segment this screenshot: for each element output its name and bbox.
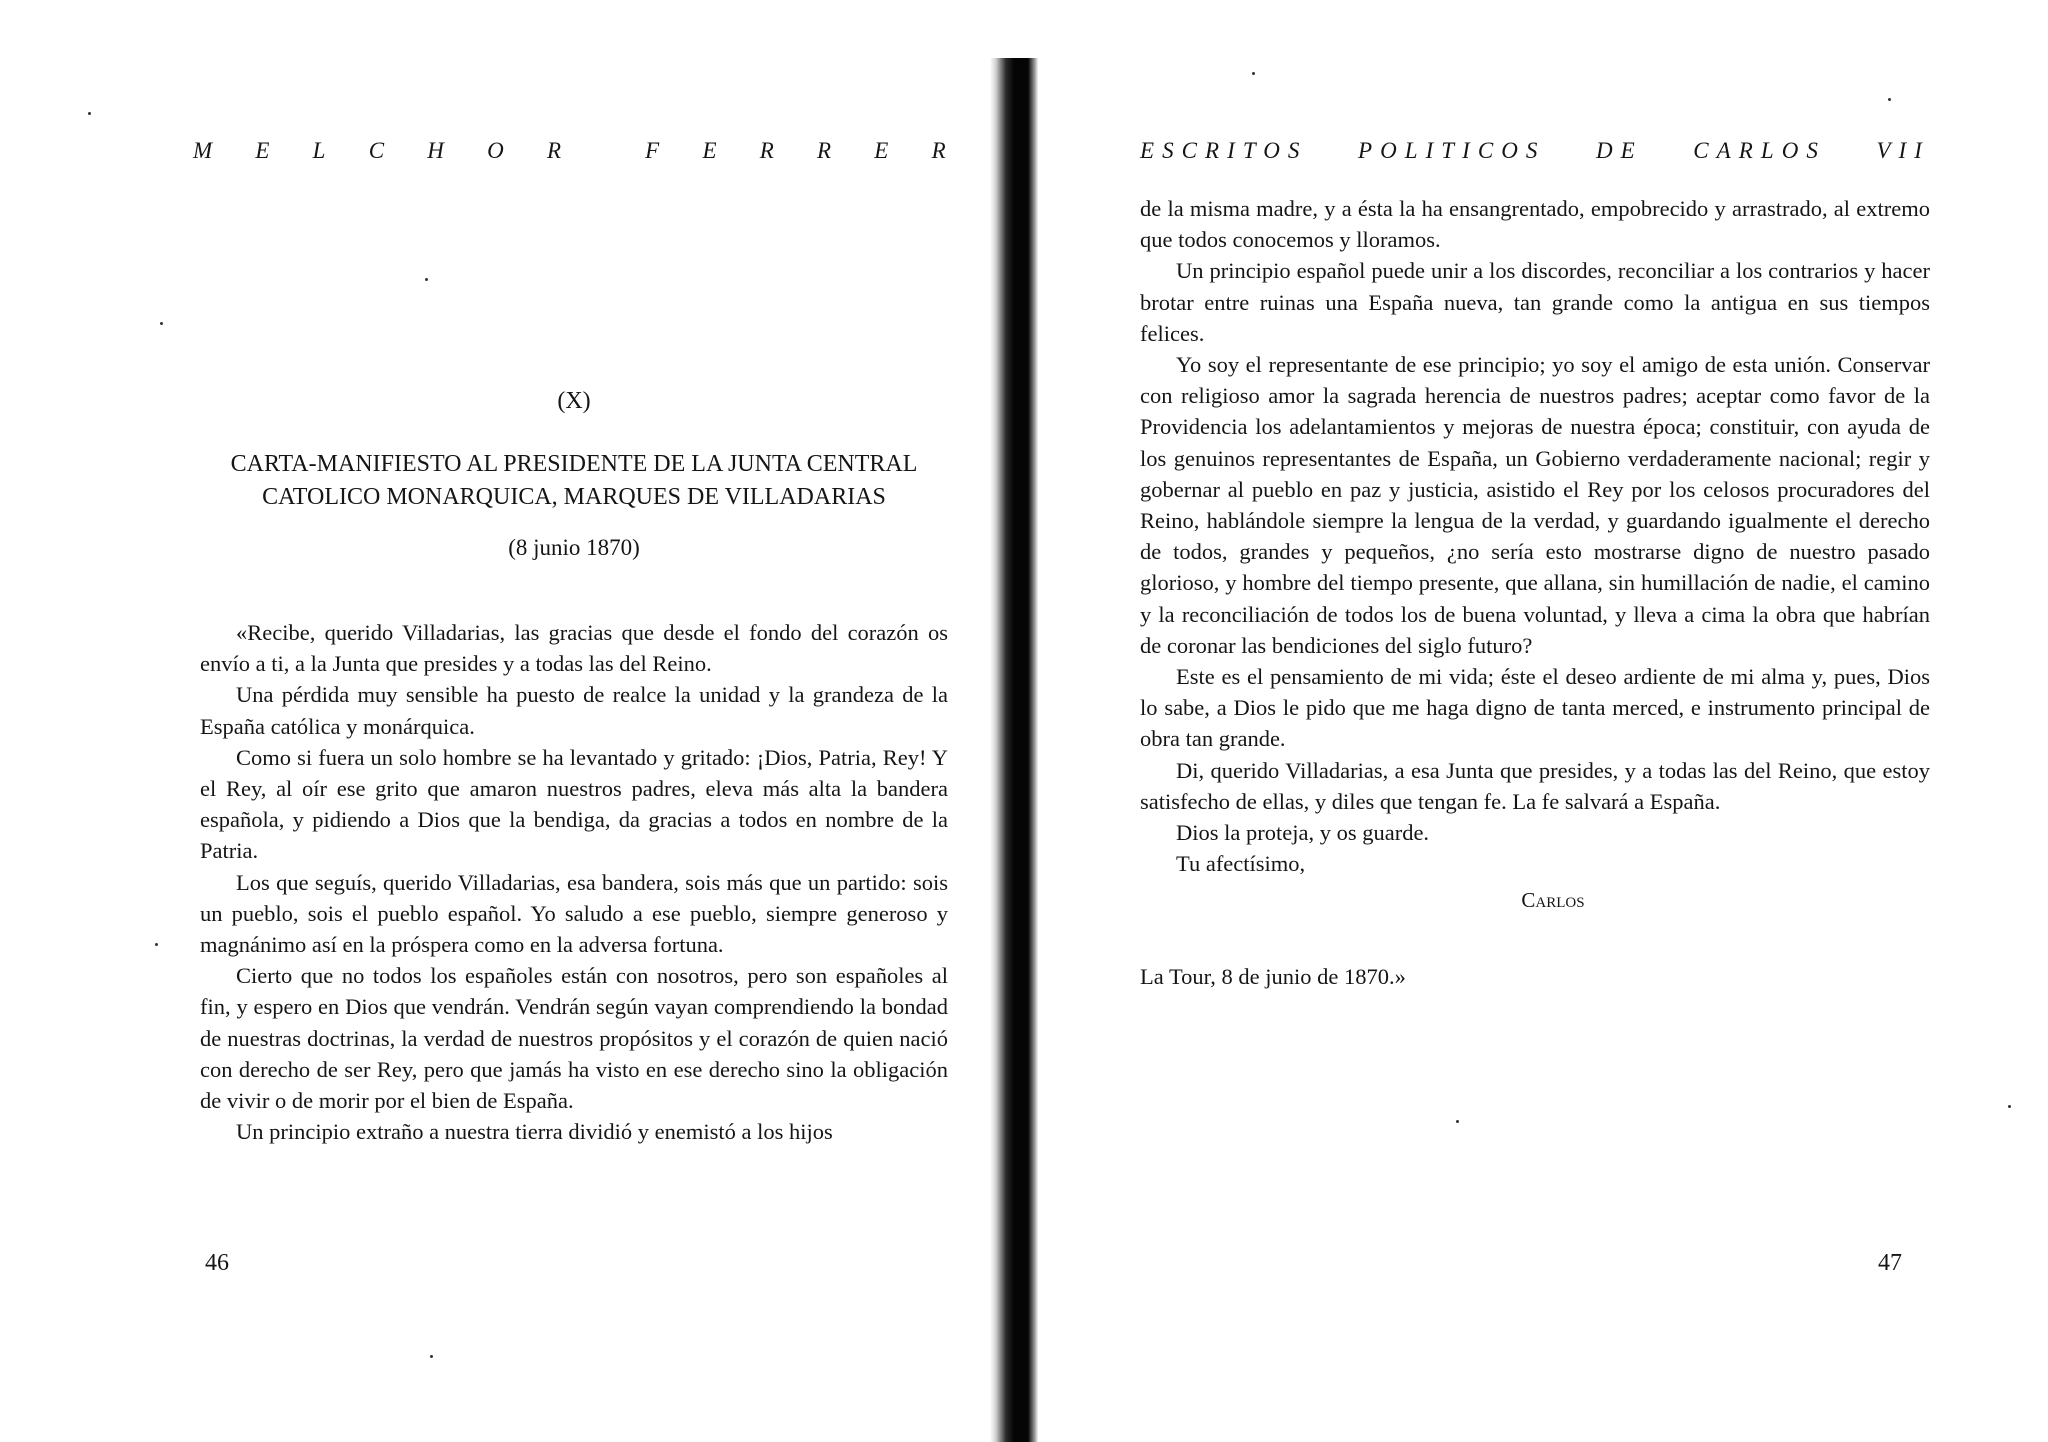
running-head-letter: R bbox=[546, 138, 564, 163]
scan-speck bbox=[1888, 98, 1891, 101]
scan-speck bbox=[88, 112, 91, 115]
paragraph-continuation: de la misma madre, y a ésta la ha ensangrentado, empobrecido y arrastrado, al extremo que todos conocemos y lloramos. bbox=[1140, 196, 1930, 253]
running-head-letter: O bbox=[487, 138, 507, 163]
paragraph: Dios la proteja, y os guarde. bbox=[1176, 820, 1430, 846]
chapter-title-line: CATOLICO MONARQUICA, MARQUES DE VILLADARIAS bbox=[262, 484, 886, 510]
signature: Carlos bbox=[1521, 888, 1585, 913]
running-head-word: VII bbox=[1876, 138, 1930, 163]
running-head-letter: R bbox=[759, 138, 777, 163]
book-gutter bbox=[990, 58, 1038, 1442]
paragraph: Yo soy el representante de ese principio; yo soy el amigo de esta unión. Conservar con religioso amor la sagrada herencia de nuestros padres; aceptar como favor de la Providencia los adelantamientos y mejoras de nuestra época; constituir, con ayuda de los genuinos representantes de España, un Gobierno verdaderamente nacional; regir y gobernar al pueblo en paz y justicia, asistido el Rey por los celosos procuradores del Reino, hablándole siempre la lengua de la verdad, y guardando igualmente el derecho de todos, grandes y pequeños, ¿no sería esto mostrarse digno de nuestro pasado glorioso, y hombre del tiempo presente, que allana, sin humillación de nadie, el camino y la reconciliación de todos los de buena voluntad, y lleva a cima la obra que habrían de coronar las bendiciones del siglo futuro? bbox=[1140, 352, 1930, 658]
running-head-left bbox=[193, 138, 948, 164]
running-head-letter: M bbox=[193, 138, 215, 163]
paragraph: «Recibe, querido Villadarias, las gracias que desde el fondo del corazón os envío a ti, a la Junta que presides y a todas las del Reino. bbox=[200, 620, 948, 677]
running-head-word: POLITICOS bbox=[1358, 138, 1546, 163]
paragraph: Como si fuera un solo hombre se ha levantado y gritado: ¡Dios, Patria, Rey! Y el Rey, al oír ese grito que amaron nuestros padres, eleva más alta la bandera española, y pidiendo a Dios que la bendiga, da gracias a todos en nombre de la Patria. bbox=[200, 744, 948, 864]
paragraph: Di, querido Villadarias, a esa Junta que presides, y a todas las del Reino, que estoy satisfecho de ellas, y diles que tengan fe. La fe salvará a España. bbox=[1140, 757, 1930, 814]
running-head-letter: E bbox=[874, 138, 891, 163]
running-head-letter: L bbox=[312, 138, 328, 163]
running-head-letter: E bbox=[702, 138, 719, 163]
scan-speck bbox=[1252, 72, 1255, 75]
chapter-date: (8 junio 1870) bbox=[508, 535, 640, 560]
running-head-letter: C bbox=[368, 138, 387, 163]
scan-speck bbox=[160, 322, 163, 325]
page-number-right: 47 bbox=[1878, 1250, 1902, 1276]
paragraph: Un principio español puede unir a los discordes, reconciliar a los contrarios y hacer brotar entre ruinas una España nueva, tan grande como la antigua en sus tiempos felices. bbox=[1140, 258, 1930, 346]
paragraph: Un principio extraño a nuestra tierra dividió y enemistó a los hijos bbox=[236, 1119, 833, 1145]
running-head-letter: H bbox=[427, 138, 447, 163]
page-number-left: 46 bbox=[205, 1250, 229, 1276]
running-head-right bbox=[1140, 138, 1930, 164]
running-head-letter: E bbox=[255, 138, 272, 163]
running-head-word: CARLOS bbox=[1693, 138, 1826, 163]
left-page bbox=[0, 0, 990, 1442]
running-head-letter: F bbox=[645, 138, 662, 163]
paragraph: Este es el pensamiento de mi vida; éste el deseo ardiente de mi alma y, pues, Dios lo sabe, a Dios le pido que me haga digno de tanta merced, e instrumento principal de obra tan grande. bbox=[1140, 664, 1930, 752]
running-head-word: DE bbox=[1595, 138, 1643, 163]
running-head-letter: R bbox=[931, 138, 948, 163]
body-text-right bbox=[1140, 193, 1930, 992]
scan-speck bbox=[430, 1355, 433, 1358]
running-head-letter: R bbox=[817, 138, 834, 163]
chapter-number: (X) bbox=[557, 388, 591, 414]
scan-speck bbox=[425, 278, 428, 281]
paragraph: Cierto que no todos los españoles están con nosotros, pero son españoles al fin, y espero en Dios que vendrán. Vendrán según vayan comprendiendo la bondad de nuestras doctrinas, la verdad de nuestros propósitos y el corazón de quien nació con derecho de ser Rey, pero que jamás ha visto en ese derecho sino la obligación de vivir o de morir por el bien de España. bbox=[200, 963, 948, 1114]
running-head-word: ESCRITOS bbox=[1140, 138, 1308, 163]
scan-speck bbox=[155, 943, 158, 946]
place-date: La Tour, 8 de junio de 1870.» bbox=[1140, 963, 1406, 989]
paragraph: Una pérdida muy sensible ha puesto de realce la unidad y la grandeza de la España católica y monárquica. bbox=[200, 682, 948, 739]
chapter-title-line: CARTA-MANIFIESTO AL PRESIDENTE DE LA JUNTA CENTRAL bbox=[230, 451, 918, 477]
paragraph: Los que seguís, querido Villadarias, esa bandera, sois más que un partido: sois un pueblo, sois el pueblo español. Yo saludo a ese pueblo, siempre generoso y magnánimo así en la próspera como en la adversa fortuna. bbox=[200, 869, 948, 958]
scan-speck bbox=[1456, 1120, 1459, 1123]
paragraph: Tu afectísimo, bbox=[1176, 851, 1306, 877]
chapter-title bbox=[190, 448, 958, 514]
right-page bbox=[1050, 0, 2048, 1442]
scan-speck bbox=[2008, 1105, 2011, 1108]
body-text-left bbox=[200, 617, 948, 1147]
